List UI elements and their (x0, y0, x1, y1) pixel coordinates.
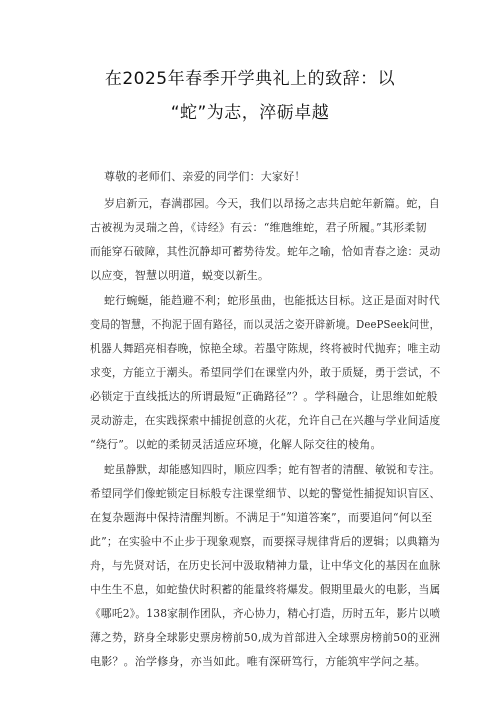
paragraph-3-line-8: 薄之势，跻身全球影史票房榜前50,成为首部进入全球票房榜前50的亚洲 (90, 631, 441, 644)
paragraph-3-line-4: 此”；在实验中不止步于现象观察，而要探寻规律背后的逻辑；以典籍为 (90, 535, 441, 548)
greeting-line: 尊敬的老师们、亲爱的同学们：大家好！ (104, 170, 306, 183)
paragraph-3-line-7: 《哪吒2》。138家制作团队，齐心协力，精心打造，历时五年，影片以喷 (90, 607, 441, 620)
paragraph-2-line-7: “绕行”。以蛇的柔韧灵活适应环境，化解人际交往的棱角。 (90, 438, 382, 451)
paragraph-2-line-6: 灵动游走，在实践探索中捕捉创意的火花，允许自己在兴趣与学业间适度 (90, 414, 441, 427)
paragraph-3-line-6: 中生生不息，如蛇蛰伏时积蓄的能量终将爆发。假期里最火的电影，当属 (90, 583, 441, 596)
paragraph-2-line-3: 机器人舞蹈亮相春晚，惊艳全球。若墨守陈规，终将被时代抛弃；唯主动 (90, 342, 441, 355)
paragraph-2-line-1: 蛇行蜿蜒，能趋避不利；蛇形虽曲，也能抵达目标。这正是面对时代 (104, 294, 440, 307)
title-line-2: “蛇”为志，淬砺卓越 (170, 103, 330, 123)
paragraph-2-line-4: 求变，方能立于潮头。希望同学们在课堂内外，敢于质疑，勇于尝试，不 (90, 366, 441, 379)
paragraph-3-line-5: 舟，与先贤对话，在历史长河中汲取精神力量，让中华文化的基因在血脉 (90, 559, 441, 572)
paragraph-1-line-3: 而能穿石破障，其性沉静却可蓄势待发。蛇年之喻，恰如青春之途：灵动 (90, 245, 441, 258)
paragraph-1-line-4: 以应变，智慧以明道，蜕变以新生。 (90, 269, 270, 282)
paragraph-1-line-1: 岁启新元，春满郡园。今天，我们以昂扬之志共启蛇年新篇。蛇，自 (104, 197, 440, 210)
paragraph-2-line-5: 必锁定于直线抵达的所谓最短“正确路径”？。学科融合，让思维如蛇般 (90, 390, 438, 403)
paragraph-3-line-9: 电影？。治学修身，亦当如此。唯有深研笃行，方能筑牢学问之基。 (90, 655, 426, 668)
paragraph-1-line-2: 古被视为灵瑞之兽，《诗经》有云：“维虺维蛇，君子所履。”其形柔韧 (90, 221, 427, 234)
paragraph-3-line-2: 希望同学们像蛇锁定目标般专注课堂细节、以蛇的警觉性捕捉知识盲区、 (90, 487, 441, 500)
paragraph-3-line-3: 在复杂题海中保持清醒判断。不满足于“知道答案”，而要追问“何以至 (90, 511, 433, 524)
title-line-1: 在2025年春季开学典礼上的致辞：以 (104, 69, 396, 89)
paragraph-2-line-2: 变局的智慧，不拘泥于固有路径，而以灵活之姿开辟新境。DeePSeek问世， (90, 318, 440, 331)
paragraph-3-line-1: 蛇虽静默，却能感知四时，顺应四季；蛇有智者的清醒、敏锐和专注。 (104, 463, 441, 476)
